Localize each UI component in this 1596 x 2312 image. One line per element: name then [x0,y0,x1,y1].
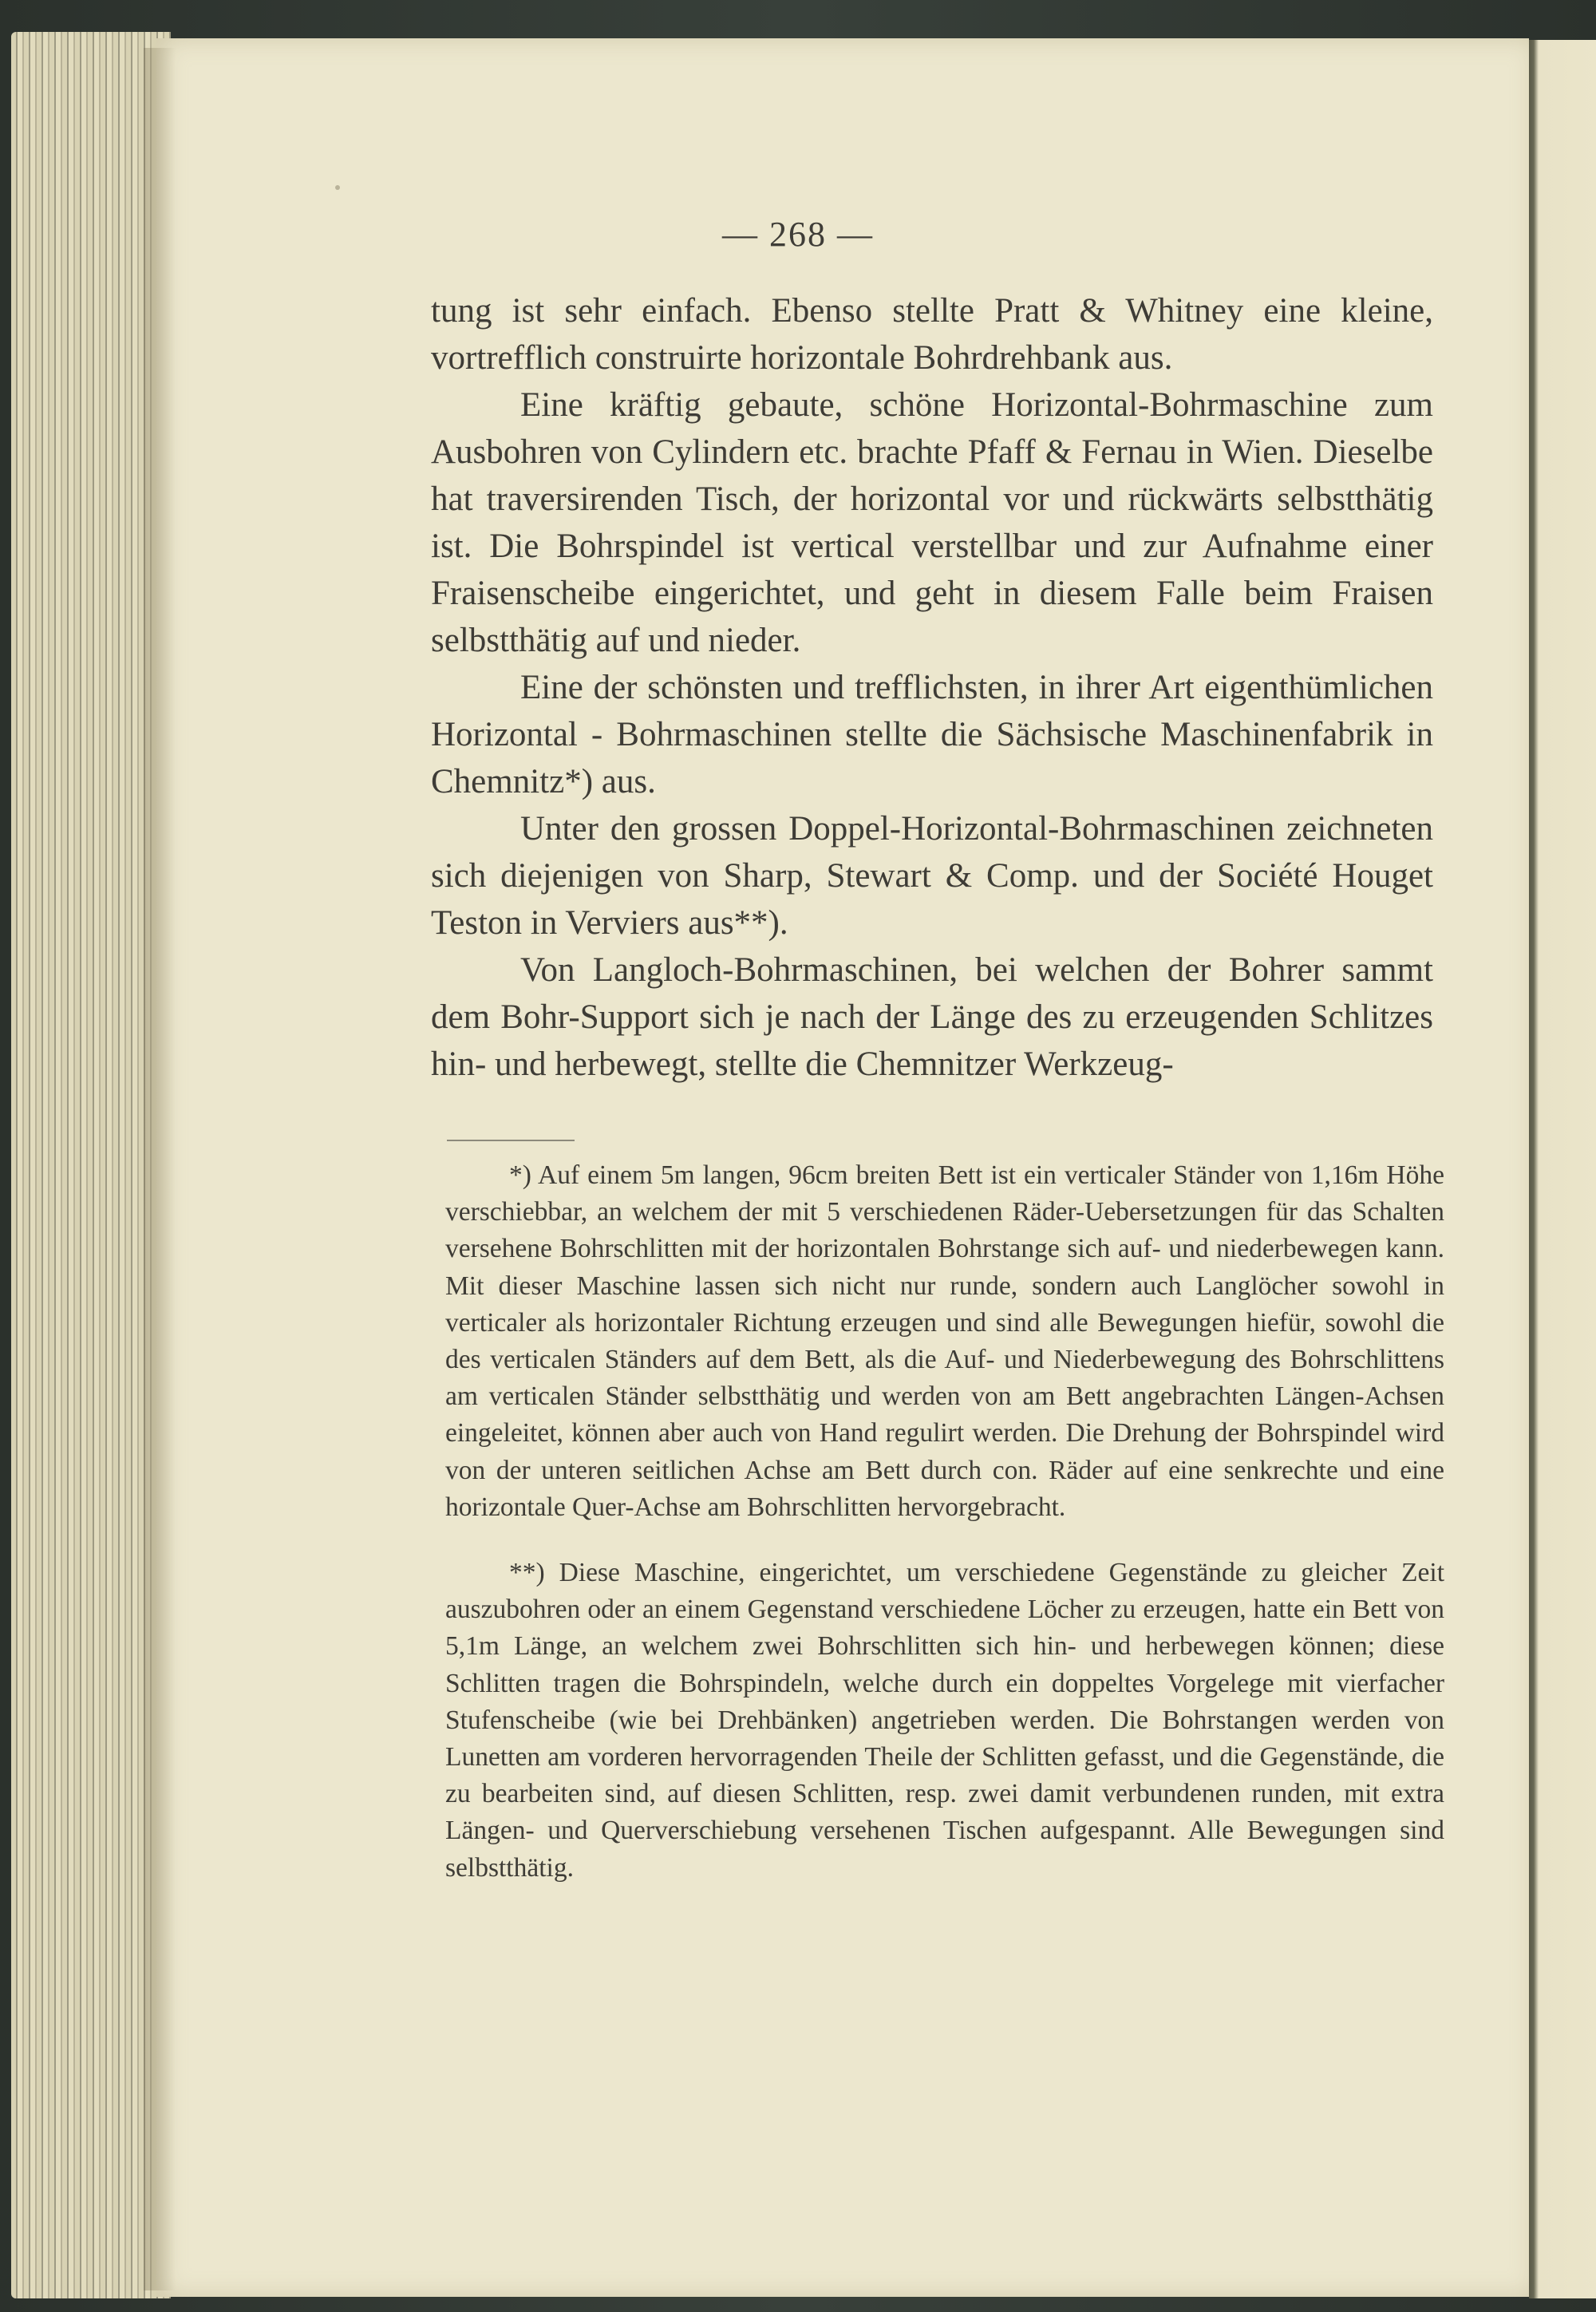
gutter-shadow [144,48,176,2290]
paragraph-doppel-bohrmaschinen: Unter den grossen Doppel-Horizontal-Bohrmaschinen zeichneten sich diejenigen von Sharp, Stewart & Comp. und der Société Houget Teston in Verviers aus**). [431,810,1433,942]
paragraph-pfaff-fernau: Eine kräftig gebaute, schöne Horizontal-Bohrmaschine zum Ausbohren von Cylindern etc. brachte Pfaff & Fernau in Wien. Dieselbe hat traversirenden Tisch, der horizontal vor und rückwärts selbstthätig ist. Die Bohrspindel ist vertical verstellbar und zur Aufnahme einer Fraisenscheibe eingerichtet, und geht in diesem Falle beim Fraisen selbstthätig auf und nieder. [431,386,1433,659]
paragraph-continuation: tung ist sehr einfach. Ebenso stellte Pratt & Whitney eine kleine, vortrefflich construirte horizontale Bohrdrehbank aus. [431,292,1433,377]
footnotes [445,1157,1444,1887]
footnote-rule [447,1140,575,1141]
next-page-edge [1529,40,1596,2298]
paper-speck [335,185,340,190]
page-number: — 268 — [722,215,874,254]
main-text [431,287,1433,1088]
paragraph-langloch: Von Langloch-Bohrmaschinen, bei welchen der Bohrer sammt dem Bohr-Support sich je nach der Länge des zu erzeugenden Schlitzes hin- und herbewegt, stellte die Chemnitzer Werkzeug- [431,951,1433,1083]
footnote-1: *) Auf einem 5m langen, 96cm breiten Bett ist ein verticaler Ständer von 1,16m Höhe verschiebbar, an welchem der mit 5 verschiedenen Räder-Uebersetzungen für das Schalten versehene Bohrschlitten mit der horizontalen Bohrstange sich auf- und niederbewegen kann. Mit dieser Maschine lassen sich nicht nur runde, sondern auch Langlöcher sowohl in verticaler als horizontaler Richtung erzeugen und sind alle Bewegungen hiefür, sowohl die des verticalen Ständers auf dem Bett, als die Auf- und Niederbewegung des Bohrschlittens am verticalen Ständer selbstthätig und werden von am Bett angebrachten Längen-Achsen eingeleitet, können aber auch von Hand regulirt werden. Die Drehung der Bohrspindel wird von der unteren seitlichen Achse am Bett durch con. Räder auf eine senkrechte und eine horizontale Quer-Achse am Bohrschlitten hervorgebracht. [445,1160,1444,1522]
paragraph-chemnitz: Eine der schönsten und trefflichsten, in ihrer Art eigenthümlichen Horizontal - Bohrmaschinen stellte die Sächsische Maschinenfabrik in Chemnitz*) aus. [431,669,1433,800]
footnote-2: **) Diese Maschine, eingerichtet, um verschiedene Gegenstände zu gleicher Zeit auszubohren oder an einem Gegenstand verschiedene Löcher zu erzeugen, hatte ein Bett von 5,1m Länge, an welchem zwei Bohrschlitten sich hin- und herbewegen können; diese Schlitten tragen die Bohrspindeln, welche durch ein doppeltes Vorgelege mit vierfacher Stufenscheibe (wie bei Drehbänken) angetrieben werden. Die Bohrstangen werden von Lunetten am vorderen hervorragenden Theile der Schlitten gefasst, und die Gegenstände, die zu bearbeiten sind, auf diesen Schlitten, resp. zwei damit verbundenen runden, mit extra Längen- und Querverschiebung versehenen Tischen aufgespannt. Alle Bewegungen sind selbstthätig. [445,1558,1444,1883]
